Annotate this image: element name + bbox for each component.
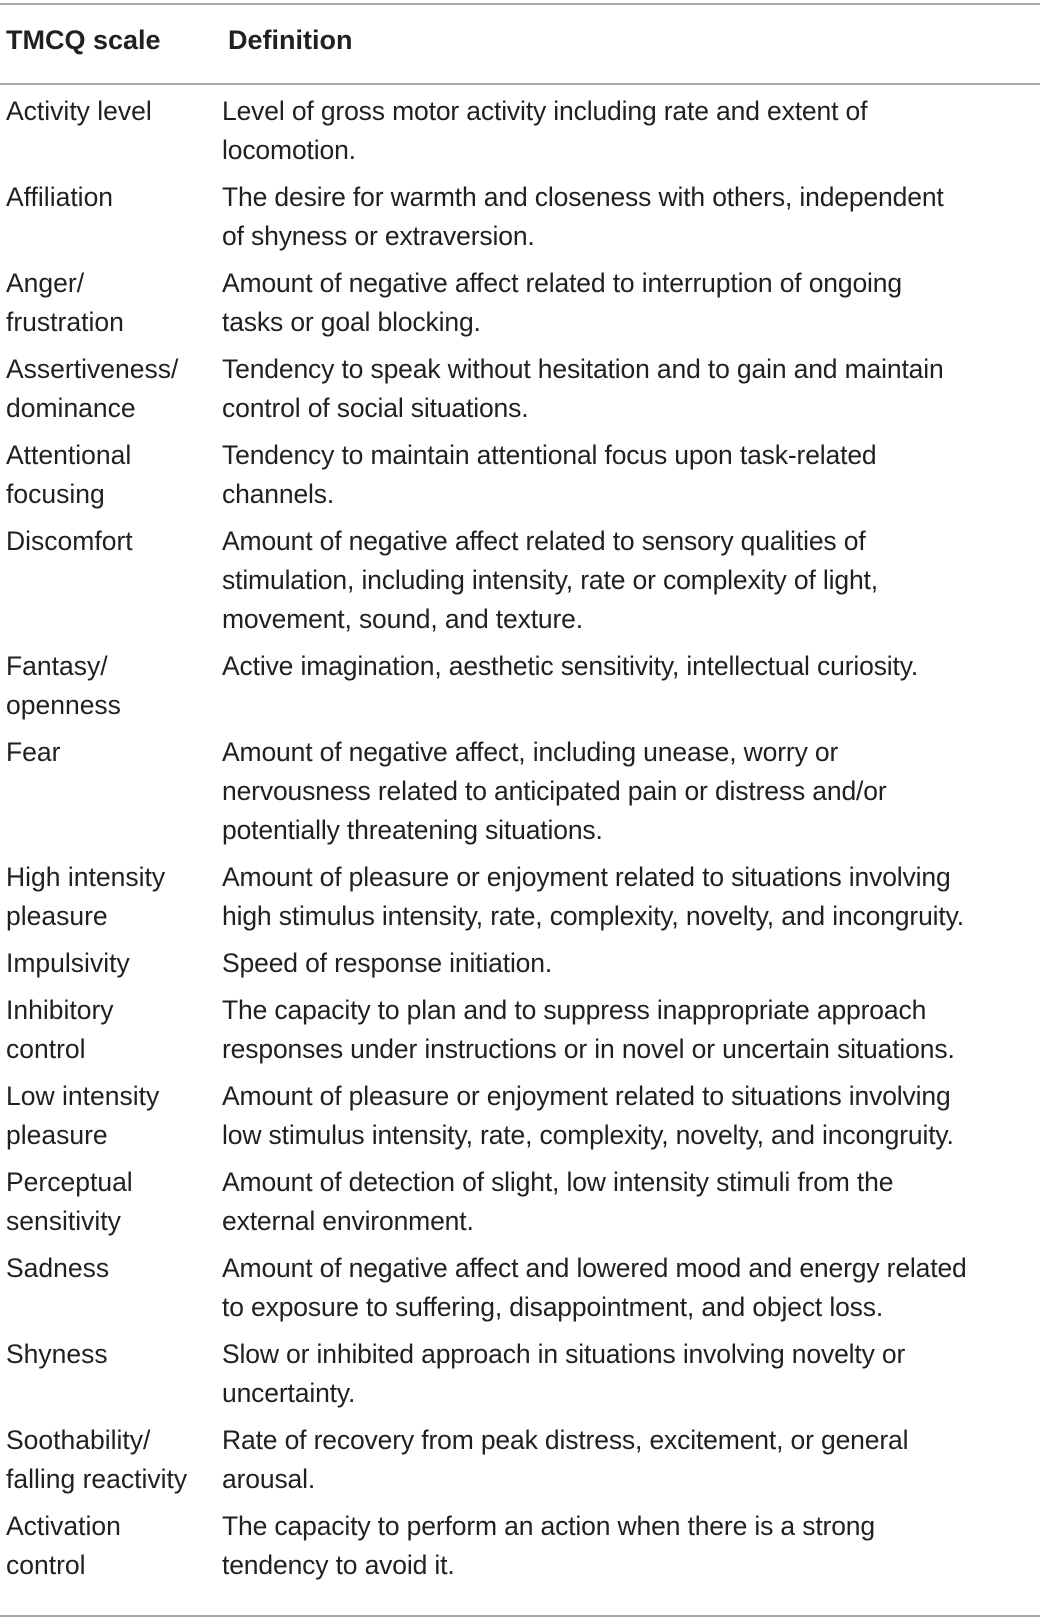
definition-cell	[222, 350, 1040, 428]
scale-text: Impulsivity	[6, 948, 130, 978]
definition-cell	[222, 944, 1040, 983]
scale-text: Attentional	[6, 440, 132, 470]
scale-text: pleasure	[6, 1120, 108, 1150]
definition-text: Active imagination, aesthetic sensitivity, intellectual curiosity.	[222, 651, 919, 681]
definition-text: Amount of pleasure or enjoyment related to situations involving	[222, 862, 951, 892]
scale-text: control	[6, 1550, 86, 1580]
definition-cell	[222, 436, 1040, 514]
scale-text: Affiliation	[6, 182, 114, 212]
scale-cell	[0, 350, 222, 428]
scale-text: falling reactivity	[6, 1464, 188, 1494]
scale-text: Assertiveness/	[6, 354, 179, 384]
scale-cell	[0, 858, 222, 936]
table-row	[0, 350, 1040, 428]
table-row	[0, 522, 1040, 639]
definition-cell	[222, 647, 1040, 686]
definition-cell	[222, 1163, 1040, 1241]
scale-text: focusing	[6, 479, 105, 509]
definition-text: uncertainty.	[222, 1378, 356, 1408]
definition-text: external environment.	[222, 1206, 474, 1236]
definition-text: Tendency to maintain attentional focus upon task-related	[222, 440, 877, 470]
definition-cell	[222, 522, 1040, 639]
definition-text: locomotion.	[222, 135, 356, 165]
scale-text: Perceptual	[6, 1167, 133, 1197]
scale-cell	[0, 647, 222, 725]
definition-text: The desire for warmth and closeness with others, independent	[222, 182, 944, 212]
scale-cell	[0, 92, 222, 131]
table-row	[0, 92, 1040, 170]
definition-text: responses under instructions or in novel or uncertain situations.	[222, 1034, 955, 1064]
definition-cell	[222, 92, 1040, 170]
definition-cell	[222, 1335, 1040, 1413]
definition-text: tasks or goal blocking.	[222, 307, 481, 337]
definition-text: Amount of pleasure or enjoyment related to situations involving	[222, 1081, 951, 1111]
scale-text: Sadness	[6, 1253, 110, 1283]
scale-text: Fear	[6, 737, 61, 767]
definition-text: Slow or inhibited approach in situations involving novelty or	[222, 1339, 906, 1369]
header-definition: Definition	[228, 25, 353, 55]
definition-text: Tendency to speak without hesitation and to gain and maintain	[222, 354, 944, 384]
header-rule	[0, 83, 1040, 85]
bottom-rule	[0, 1615, 1040, 1617]
definition-text: tendency to avoid it.	[222, 1550, 455, 1580]
table-row	[0, 944, 1040, 983]
table-row	[0, 1421, 1040, 1499]
scale-text: openness	[6, 690, 121, 720]
scale-cell	[0, 991, 222, 1069]
definition-text: nervousness related to anticipated pain or distress and/or	[222, 776, 887, 806]
table-row	[0, 436, 1040, 514]
definition-text: control of social situations.	[222, 393, 529, 423]
definition-text: high stimulus intensity, rate, complexity, novelty, and incongruity.	[222, 901, 964, 931]
table-body	[0, 92, 1040, 1593]
scale-cell	[0, 733, 222, 772]
definition-text: Speed of response initiation.	[222, 948, 553, 978]
scale-text: Inhibitory	[6, 995, 114, 1025]
scale-cell	[0, 522, 222, 561]
scale-text: Low intensity	[6, 1081, 160, 1111]
definition-text: Amount of negative affect related to interruption of ongoing	[222, 268, 902, 298]
table-row	[0, 1507, 1040, 1585]
scale-text: Fantasy/	[6, 651, 108, 681]
scale-text: pleasure	[6, 901, 108, 931]
scale-cell	[0, 1335, 222, 1374]
definition-cell	[222, 264, 1040, 342]
scale-cell	[0, 1421, 222, 1499]
scale-cell	[0, 436, 222, 514]
definition-cell	[222, 1077, 1040, 1155]
definition-text: The capacity to plan and to suppress inappropriate approach	[222, 995, 927, 1025]
definition-cell	[222, 858, 1040, 936]
header-scale: TMCQ scale	[6, 25, 161, 55]
scale-cell	[0, 178, 222, 217]
definition-text: Amount of negative affect, including unease, worry or	[222, 737, 839, 767]
table-row	[0, 1077, 1040, 1155]
table-row	[0, 1249, 1040, 1327]
table-row	[0, 1163, 1040, 1241]
definition-cell	[222, 991, 1040, 1069]
scale-cell	[0, 1249, 222, 1288]
definition-cell	[222, 178, 1040, 256]
definition-text: to exposure to suffering, disappointment, and object loss.	[222, 1292, 884, 1322]
scale-text: High intensity	[6, 862, 166, 892]
scale-text: dominance	[6, 393, 136, 423]
definition-text: potentially threatening situations.	[222, 815, 603, 845]
definition-text: Level of gross motor activity including rate and extent of	[222, 96, 868, 126]
scale-text: Activation	[6, 1511, 121, 1541]
definition-cell	[222, 733, 1040, 850]
scale-cell	[0, 944, 222, 983]
scale-text: sensitivity	[6, 1206, 121, 1236]
table-row	[0, 733, 1040, 850]
scale-text: Shyness	[6, 1339, 108, 1369]
definition-text: Amount of negative affect and lowered mood and energy related	[222, 1253, 967, 1283]
definition-text: Amount of detection of slight, low intensity stimuli from the	[222, 1167, 894, 1197]
definition-text: channels.	[222, 479, 335, 509]
definition-text: stimulation, including intensity, rate or complexity of light,	[222, 565, 878, 595]
table-row	[0, 647, 1040, 725]
definition-cell	[222, 1507, 1040, 1585]
definition-cell	[222, 1421, 1040, 1499]
scale-cell	[0, 1507, 222, 1585]
scale-text: Anger/	[6, 268, 85, 298]
definition-text: of shyness or extraversion.	[222, 221, 535, 251]
definition-text: Amount of negative affect related to sensory qualities of	[222, 526, 866, 556]
definition-cell	[222, 1249, 1040, 1327]
scale-text: frustration	[6, 307, 124, 337]
scale-cell	[0, 264, 222, 342]
table-row	[0, 1335, 1040, 1413]
definition-text: The capacity to perform an action when there is a strong	[222, 1511, 875, 1541]
table-row	[0, 264, 1040, 342]
definition-text: movement, sound, and texture.	[222, 604, 583, 634]
scale-text: Soothability/	[6, 1425, 151, 1455]
scale-cell	[0, 1077, 222, 1155]
table-header	[0, 0, 1040, 84]
scale-text: Activity level	[6, 96, 152, 126]
table-row	[0, 858, 1040, 936]
scale-text: control	[6, 1034, 86, 1064]
scale-cell	[0, 1163, 222, 1241]
table-row	[0, 991, 1040, 1069]
definition-text: arousal.	[222, 1464, 316, 1494]
table-row	[0, 178, 1040, 256]
scale-text: Discomfort	[6, 526, 133, 556]
definition-text: Rate of recovery from peak distress, excitement, or general	[222, 1425, 909, 1455]
definition-text: low stimulus intensity, rate, complexity, novelty, and incongruity.	[222, 1120, 954, 1150]
